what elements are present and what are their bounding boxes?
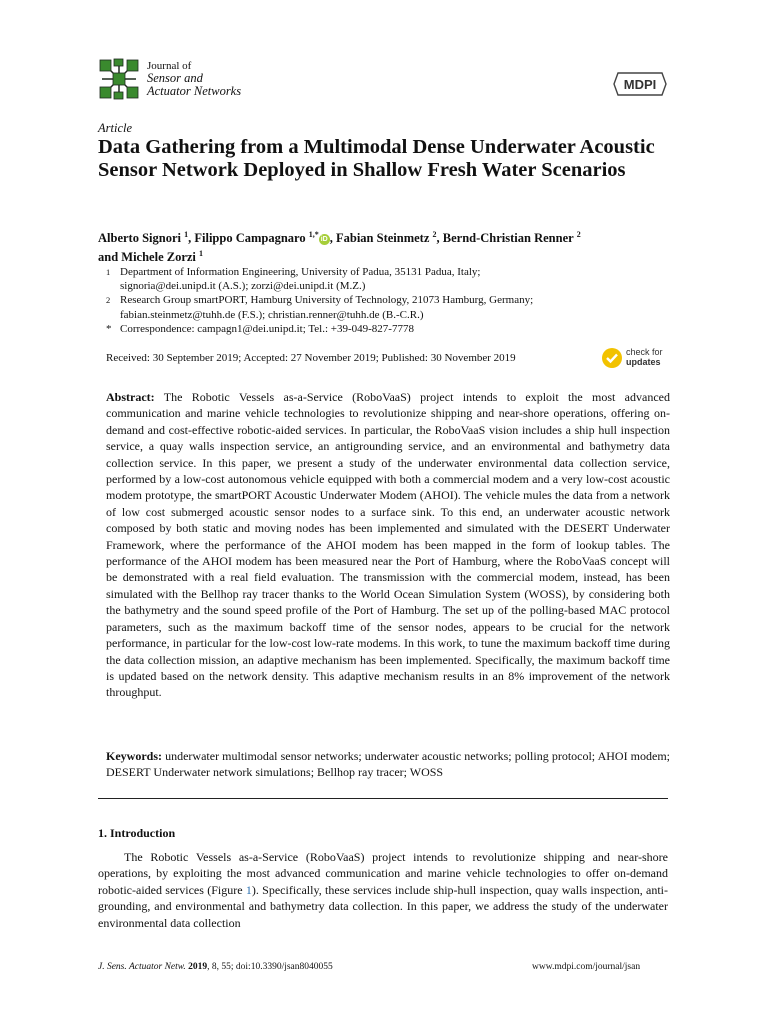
author-name[interactable]: Filippo Campagnaro <box>194 231 306 246</box>
check-for-updates-badge[interactable] <box>601 346 671 370</box>
footer-url-link[interactable]: www.mdpi.com/journal/jsan <box>532 962 641 972</box>
correspondence-item <box>98 322 668 336</box>
mdpi-logo-text: MDPI <box>623 77 657 92</box>
section-text: ). Specifically, these services include ship-hull inspection, quay walls inspection, anti-grounding, and environmental and bathymetry data collection. In this paper, we address the study of the underwater environmental data collection <box>98 882 668 930</box>
affiliation-number: 2 <box>106 295 111 306</box>
orcid-icon[interactable]: iD <box>320 236 328 244</box>
figure-reference-link[interactable]: 1 <box>245 882 252 897</box>
abstract <box>106 389 670 701</box>
footer-journal-abbrev: J. Sens. Actuator Netw. <box>98 962 186 972</box>
check-updates-icon <box>601 347 623 369</box>
affiliation-number: 1 <box>106 267 111 277</box>
author-name[interactable]: Alberto Signori <box>98 231 181 246</box>
author-name[interactable]: Fabian Steinmetz <box>335 231 430 246</box>
correspondence-text[interactable]: Correspondence: campagn1@dei.unipd.it; Tel.: +39-049-827-7778 <box>120 322 414 335</box>
section-text: The Robotic Vessels as-a-Service (RoboVaaS) project intends to revolutionize shipping and near-shore operations, by exploiting the most advanced communication and marine vehicle technologies to offer on-demand robotic-aided services (Figure <box>98 850 668 897</box>
affiliations <box>98 265 668 336</box>
journal-name-line2: Sensor and <box>147 71 203 85</box>
affiliation-text: Research Group smartPORT, Hamburg University of Technology, 21073 Hamburg, Germany; <box>120 294 534 307</box>
check-updates-line2: updates <box>626 357 661 367</box>
footer-citation <box>98 962 333 972</box>
footer-year: 2019 <box>188 962 208 972</box>
article-type: Article <box>98 121 133 135</box>
keywords <box>106 748 670 781</box>
affiliation-text: Department of Information Engineering, University of Padua, 35131 Padua, Italy; <box>120 266 481 278</box>
author-conjunction: and <box>98 250 119 265</box>
author-affil-sup: 1 <box>199 249 204 259</box>
mdpi-logo-icon <box>612 71 668 97</box>
journal-name-line3: Actuator Networks <box>147 84 242 98</box>
check-updates-line1: check for <box>626 347 663 357</box>
section-heading: 1. Introduction <box>98 826 176 840</box>
journal-name-line1: Journal of <box>147 60 192 72</box>
section-divider <box>98 798 668 799</box>
affiliation-emails[interactable]: signoria@dei.unipd.it (A.S.); zorzi@dei.unipd.it (M.Z.) <box>120 280 366 293</box>
journal-logo-icon <box>98 58 140 100</box>
section-body <box>98 849 668 931</box>
author-name[interactable]: Bernd-Christian Renner <box>442 231 574 246</box>
publication-dates: Received: 30 September 2019; Accepted: 27 November 2019; Published: 30 November 2019 <box>106 352 516 364</box>
affiliation-number: * <box>106 322 112 335</box>
footer-volume-doi[interactable]: , 8, 55; doi:10.3390/jsan8040055 <box>207 962 333 972</box>
author-affil-sup: 2 <box>576 230 581 239</box>
author-affil-sup: 2 <box>432 230 437 239</box>
abstract-text: The Robotic Vessels as-a-Service (RoboVaaS) project intends to exploit the most advanced communication and marine vehicle technologies to revolutionize shipping and near-shore operations, offering on-demand and cost-effective robotic-aided services. In particular, the RoboVaaS vision includes a ship hull inspection service, a quay walls inspection service, an antigrounding service, and an environmental and bathymetry data collection service. In this paper, we present a study of the underwater environmental data collection service, performed by a low-cost autonomous vehicle equipped with both a commercial modem and a very low-cost acoustic modem prototype, the smartPORT Acoustic Underwater Modem (AHOI). The vehicle mules the data from a network of low cost submerged acoustic sensor nodes to a surface sink. To this end, an underwater acoustic network composed by both static and moving nodes has been implemented and simulated with the DESERT Underwater Framework, where the performance of the AHOI modem has been mapped in the form of lookup tables. The performance of the AHOI modem has been measured near the Port of Hamburg, where the RoboVaaS concept will be demonstrated with a real field evaluation. The transmission with the commercial modem, instead, has been simulated with the Bellhop ray tracer thanks to the World Ocean Simulation System (WOSS), by considering both the bathymetry and the sound speed profile of the Port of Hamburg. The set up of the polling-based MAC protocol parameters, such as the maximum backoff time of the sensor nodes, appears to be crucial for the network performance, in particular for the low-cost low-rate modems. In this work, to tune the maximum backoff time during the data collection mission, an adaptive mechanism has been implemented. Specifically, the maximum backoff time is updated based on the network density. This adaptive mechanism results in an 8% improvement of the network throughput. <box>106 390 670 700</box>
keywords-text: underwater multimodal sensor networks; underwater acoustic networks; polling protocol; AHOI modem; DESERT Underwater network simulations; Bellhop ray tracer; WOSS <box>106 749 671 780</box>
affiliation-item <box>98 293 668 321</box>
keywords-label: Keywords: <box>106 749 162 763</box>
affiliation-item <box>98 265 668 293</box>
journal-name <box>147 60 241 98</box>
abstract-label: Abstract: <box>106 390 155 404</box>
author-affil-sup: 1 <box>184 230 189 239</box>
affiliation-emails[interactable]: fabian.steinmetz@tuhh.de (F.S.); christian.renner@tuhh.de (B.-C.R.) <box>120 308 424 321</box>
author-list: Alberto Signori $^1$, Filippo Campagnaro $^{1,*}$iD , Fabian Steinmetz $^2$, Bernd-Christian Renner $^2$ and Michele Zorzi $^1$ <box>98 230 581 265</box>
author-affil-sup: 1,* <box>308 230 319 239</box>
author-name[interactable]: Michele Zorzi <box>121 250 196 265</box>
paper-title: Data Gathering from a Multimodal Dense Underwater Acoustic Sensor Network Deployed in Shallow Fresh Water Scenarios <box>98 136 655 181</box>
